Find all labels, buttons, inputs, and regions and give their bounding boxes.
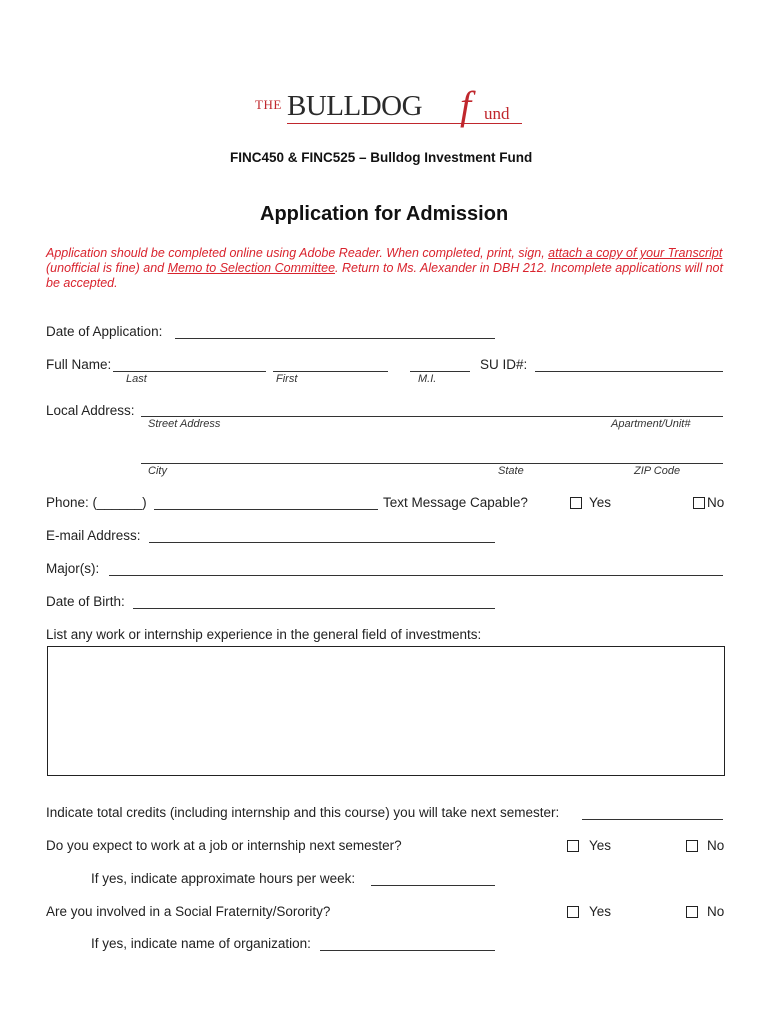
- fraternity-no-label: No: [707, 904, 725, 919]
- city-sublabel: City: [148, 465, 167, 477]
- mi-sublabel: M.I.: [418, 373, 437, 385]
- majors-field[interactable]: [109, 575, 723, 576]
- logo-f: f: [460, 83, 472, 128]
- date-of-application-label: Date of Application:: [46, 324, 163, 339]
- full-name-label: Full Name:: [46, 357, 112, 372]
- first-name-field[interactable]: [273, 371, 388, 372]
- logo-bulldog: BULLDOG: [287, 90, 423, 122]
- apartment-sublabel: Apartment/Unit#: [611, 418, 691, 430]
- expect-work-no-label: No: [707, 838, 725, 853]
- fraternity-yes-label: Yes: [589, 904, 612, 919]
- text-message-yes-label: Yes: [589, 495, 612, 510]
- su-id-label: SU ID#:: [480, 357, 528, 372]
- instructions-part2: (unofficial is fine) and: [46, 261, 168, 275]
- text-message-label: Text Message Capable?: [383, 495, 528, 510]
- first-sublabel: First: [276, 373, 298, 385]
- expect-work-label: Do you expect to work at a job or internship next semester?: [46, 838, 402, 853]
- fraternity-no-checkbox[interactable]: [686, 906, 698, 918]
- memo-link[interactable]: Memo to Selection Committee: [167, 261, 336, 275]
- logo-the: THE: [255, 97, 282, 112]
- local-address-label: Local Address:: [46, 403, 135, 418]
- email-field[interactable]: [149, 542, 495, 543]
- expect-work-no-checkbox[interactable]: [686, 840, 698, 852]
- phone-label: Phone: (______): [46, 495, 147, 510]
- fraternity-label: Are you involved in a Social Fraternity/Sorority?: [46, 904, 331, 919]
- city-state-zip-field[interactable]: [141, 463, 723, 464]
- expect-work-yes-label: Yes: [589, 838, 612, 853]
- last-name-field[interactable]: [113, 371, 266, 372]
- email-label: E-mail Address:: [46, 528, 141, 543]
- state-sublabel: State: [498, 465, 524, 477]
- instructions-part3: . Return to Ms. Alexander in DBH 212. Incomplete applications will not be accepted.: [46, 261, 723, 290]
- bulldog-fund-logo: [255, 83, 525, 148]
- work-experience-label: List any work or internship experience in the general field of investments:: [46, 627, 482, 642]
- logo-und: und: [484, 104, 510, 123]
- date-of-application-field[interactable]: [175, 338, 495, 339]
- total-credits-field[interactable]: [582, 819, 723, 820]
- logo-underline: [287, 123, 522, 124]
- total-credits-label: Indicate total credits (including internship and this course) you will take next semester:: [46, 805, 560, 820]
- text-message-no-label: No: [707, 495, 725, 510]
- street-address-sublabel: Street Address: [148, 418, 221, 430]
- page-title: Application for Admission: [260, 203, 509, 225]
- work-experience-textarea[interactable]: [47, 646, 725, 776]
- instructions-part1: Application should be completed online using Adobe Reader. When completed, print, sign,: [46, 246, 549, 260]
- text-message-yes-checkbox[interactable]: [570, 497, 582, 509]
- dob-label: Date of Birth:: [46, 594, 125, 609]
- hours-per-week-field[interactable]: [371, 885, 495, 886]
- zip-sublabel: ZIP Code: [634, 465, 681, 477]
- fraternity-yes-checkbox[interactable]: [567, 906, 579, 918]
- last-sublabel: Last: [126, 373, 147, 385]
- organization-name-label: If yes, indicate name of organization:: [91, 936, 311, 951]
- su-id-field[interactable]: [535, 371, 723, 372]
- instructions: [46, 246, 726, 291]
- dob-field[interactable]: [133, 608, 495, 609]
- text-message-no-checkbox[interactable]: [693, 497, 705, 509]
- organization-name-field[interactable]: [320, 950, 495, 951]
- expect-work-yes-checkbox[interactable]: [567, 840, 579, 852]
- transcript-link[interactable]: attach a copy of your Transcript: [548, 246, 723, 260]
- hours-per-week-label: If yes, indicate approximate hours per week:: [91, 871, 356, 886]
- course-subtitle: FINC450 & FINC525 – Bulldog Investment Fund: [230, 150, 533, 165]
- street-address-field[interactable]: [141, 416, 723, 417]
- phone-field[interactable]: [154, 509, 378, 510]
- majors-label: Major(s):: [46, 561, 100, 576]
- middle-initial-field[interactable]: [410, 371, 470, 372]
